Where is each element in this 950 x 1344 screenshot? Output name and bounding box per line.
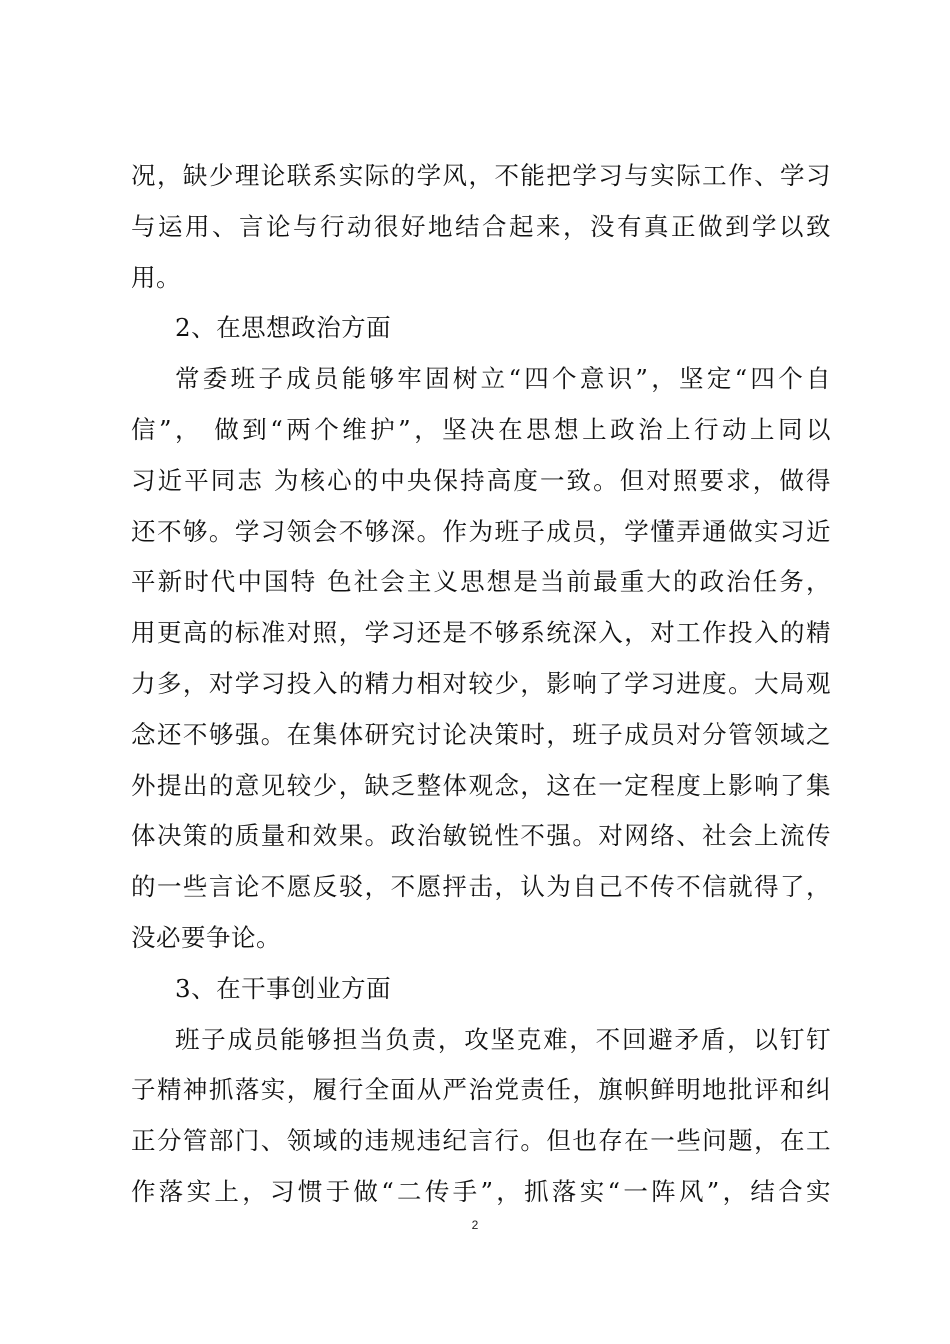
text-line: 念还不够强。在集体研究讨论决策时，班子成员对分管领域之 bbox=[131, 719, 831, 749]
text-line: 体决策的质量和效果。政治敏锐性不强。对网络、社会上流传 bbox=[131, 821, 831, 851]
text-line: 作落实上，习惯于做“二传手”，抓落实“一阵风”，结合实 bbox=[131, 1176, 831, 1206]
text-line: 2、在思想政治方面 bbox=[175, 313, 392, 343]
text-line: 用。 bbox=[131, 262, 181, 292]
text-line: 用更高的标准对照，学习还是不够系统深入，对工作投入的精 bbox=[131, 618, 831, 648]
text-line: 力多，对学习投入的精力相对较少，影响了学习进度。大局观 bbox=[131, 668, 831, 698]
text-line: 与运用、言论与行动很好地结合起来，没有真正做到学以致 bbox=[131, 211, 831, 241]
text-line: 况，缺少理论联系实际的学风，不能把学习与实际工作、学习 bbox=[131, 161, 831, 190]
page-number: 2 bbox=[471, 1218, 479, 1232]
text-line: 子精神抓落实，履行全面从严治党责任，旗帜鲜明地批评和纠 bbox=[131, 1075, 831, 1105]
text-line: 的一些言论不愿反驳，不愿抨击，认为自己不传不信就得了， bbox=[131, 872, 831, 902]
text-line: 没必要争论。 bbox=[131, 922, 281, 952]
text-line: 信”， 做到“两个维护”，坚决在思想上政治上行动上同以 bbox=[131, 414, 831, 444]
text-line: 3、在干事创业方面 bbox=[175, 973, 392, 1003]
text-line: 平新时代中国特 色社会主义思想是当前最重大的政治任务， bbox=[131, 567, 831, 597]
text-line: 正分管部门、领域的违规违纪言行。但也存在一些问题，在工 bbox=[131, 1126, 831, 1156]
text-line: 班子成员能够担当负责，攻坚克难，不回避矛盾，以钉钉 bbox=[175, 1024, 831, 1054]
text-line: 习近平同志 为核心的中央保持高度一致。但对照要求，做得 bbox=[131, 465, 831, 495]
text-line: 外提出的意见较少，缺乏整体观念，这在一定程度上影响了集 bbox=[131, 770, 831, 800]
text-line: 还不够。学习领会不够深。作为班子成员，学懂弄通做实习近 bbox=[131, 516, 831, 546]
text-line: 常委班子成员能够牢固树立“四个意识”，坚定“四个自 bbox=[175, 364, 831, 394]
body-text bbox=[131, 156, 831, 1223]
